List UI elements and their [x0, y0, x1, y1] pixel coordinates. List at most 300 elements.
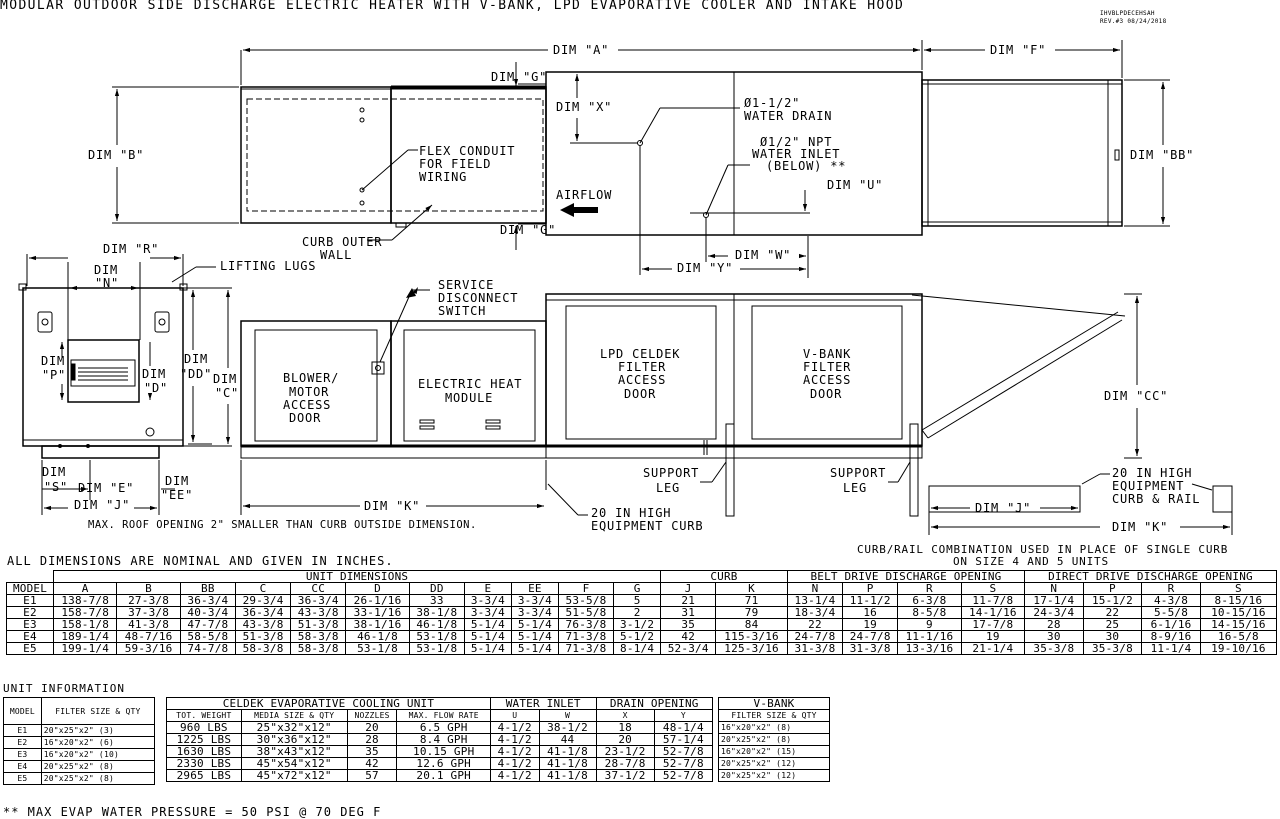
- table-cell: 4-1/2: [490, 770, 539, 782]
- table-cell: 2965 LBS: [167, 770, 242, 782]
- table-cell: 58-3/8: [291, 631, 346, 643]
- dim-y-label: DIM "Y": [677, 261, 734, 275]
- dim-s-label-1: DIM: [42, 465, 67, 479]
- table-cell: 20"x25"x2" (8): [719, 734, 830, 746]
- vbank-table: [718, 697, 830, 782]
- group-celdek: CELDEK EVAPORATIVE COOLING UNIT: [167, 698, 491, 710]
- dim-c-label-2: "C": [215, 386, 240, 400]
- table-cell: 20: [596, 734, 654, 746]
- col-header: X: [596, 710, 654, 722]
- table-cell: 53-5/8: [558, 595, 613, 607]
- dim-f-label: DIM "F": [990, 43, 1047, 57]
- table-cell: 27-3/8: [117, 595, 180, 607]
- col-header: DD: [409, 583, 464, 595]
- table-row: [7, 643, 1277, 655]
- table-cell: 58-5/8: [180, 631, 235, 643]
- lpd-door-line1: LPD CELDEK: [600, 347, 681, 361]
- table-cell: 5-1/4: [511, 631, 558, 643]
- table-cell: 42: [661, 631, 716, 643]
- table-cell: 4-1/2: [490, 746, 539, 758]
- unit-info-title: UNIT INFORMATION: [3, 682, 125, 695]
- footnote: ** MAX EVAP WATER PRESSURE = 50 PSI @ 70 DEG F: [3, 805, 382, 819]
- table-row: [7, 631, 1277, 643]
- col-header: G: [614, 583, 661, 595]
- dimensions-table-group-row: [7, 571, 1277, 583]
- table-cell: 18: [596, 722, 654, 734]
- dim-s-label-2: "S": [44, 480, 69, 494]
- celdek-table: [166, 697, 713, 782]
- dim-bb-label: DIM "BB": [1130, 148, 1195, 162]
- col-header: FILTER SIZE & QTY: [41, 698, 154, 725]
- table-cell: 22: [787, 619, 842, 631]
- table-cell: 16"x20"x2" (8): [719, 722, 830, 734]
- table-cell: 38-1/2: [539, 722, 596, 734]
- unit-info-body: [4, 725, 155, 785]
- col-header: Y: [654, 710, 712, 722]
- water-inlet-note: (BELOW) **: [766, 159, 847, 173]
- table-cell: 76-3/8: [558, 619, 613, 631]
- table-row: [4, 761, 155, 773]
- table-cell: 3-3/4: [511, 607, 558, 619]
- dim-cc-label: DIM "CC": [1104, 389, 1169, 403]
- table-cell: 8-5/8: [898, 607, 961, 619]
- table-cell: 38"x43"x12": [241, 746, 347, 758]
- table-cell: E5: [4, 773, 42, 785]
- water-inlet-label: WATER INLET: [752, 147, 841, 161]
- table-cell: E5: [7, 643, 54, 655]
- table-cell: 74-7/8: [180, 643, 235, 655]
- blower-door-line4: DOOR: [289, 411, 322, 425]
- airflow-label: AIRFLOW: [556, 188, 613, 202]
- water-drain-size: Ø1-1/2": [744, 96, 801, 110]
- service-disconnect-line3: SWITCH: [438, 304, 487, 318]
- table-cell: 20"x25"x2" (8): [41, 761, 154, 773]
- table-cell: 19-10/16: [1200, 643, 1276, 655]
- table-cell: 3-3/4: [464, 595, 511, 607]
- dim-a-label: DIM "A": [553, 43, 610, 57]
- table-cell: E4: [7, 631, 54, 643]
- table-cell: 4-1/2: [490, 722, 539, 734]
- table-cell: 16-5/8: [1200, 631, 1276, 643]
- table-cell: 12.6 GPH: [397, 758, 490, 770]
- table-cell: 5-1/4: [511, 619, 558, 631]
- rail-dim-k-label: DIM "K": [1112, 520, 1169, 534]
- col-header: W: [539, 710, 596, 722]
- table-cell: 5-1/4: [464, 619, 511, 631]
- table-cell: 41-1/8: [539, 770, 596, 782]
- table-cell: 5-5/8: [1142, 607, 1201, 619]
- table-cell: 36-3/4: [180, 595, 235, 607]
- col-header: MODEL: [4, 698, 42, 725]
- rail-dim-j-label: DIM "J": [975, 501, 1032, 515]
- table-cell: 42: [347, 758, 397, 770]
- col-header: MEDIA SIZE & QTY: [241, 710, 347, 722]
- table-cell: 31-3/8: [787, 643, 842, 655]
- lifting-lugs-label: LIFTING LUGS: [220, 259, 317, 273]
- table-cell: 37-3/8: [117, 607, 180, 619]
- table-cell: 19: [961, 631, 1024, 643]
- table-cell: 16"x20"x2" (10): [41, 749, 154, 761]
- table-cell: 17-7/8: [961, 619, 1024, 631]
- table-row: [719, 746, 830, 758]
- table-cell: 43-3/8: [235, 619, 290, 631]
- table-row: [7, 595, 1277, 607]
- table-row: [167, 746, 713, 758]
- col-header: BB: [180, 583, 235, 595]
- table-cell: 51-3/8: [291, 619, 346, 631]
- vbank-door-line4: DOOR: [810, 387, 843, 401]
- dimensions-table: [6, 570, 1277, 655]
- table-cell: E3: [4, 749, 42, 761]
- dim-w-label: DIM "W": [735, 248, 792, 262]
- table-cell: 11-1/2: [843, 595, 898, 607]
- col-header: N: [787, 583, 842, 595]
- table-cell: E4: [4, 761, 42, 773]
- table-cell: 40-3/4: [180, 607, 235, 619]
- table-row: [719, 770, 830, 782]
- group-direct-drive: DIRECT DRIVE DISCHARGE OPENING: [1025, 571, 1277, 583]
- flex-conduit-line3: WIRING: [419, 170, 468, 184]
- table-cell: 4-1/2: [490, 758, 539, 770]
- rail-label-line2: EQUIPMENT: [1112, 479, 1185, 493]
- col-header: J: [661, 583, 716, 595]
- table-cell: 79: [716, 607, 788, 619]
- table-cell: 16: [843, 607, 898, 619]
- col-header: R: [898, 583, 961, 595]
- table-cell: 52-7/8: [654, 746, 712, 758]
- table-cell: 30: [1083, 631, 1142, 643]
- dim-dd-label-2: "DD": [180, 367, 213, 381]
- table-cell: 36-3/4: [291, 595, 346, 607]
- celdek-header-row: [167, 710, 713, 722]
- table-cell: 11-7/8: [961, 595, 1024, 607]
- lpd-door-line4: DOOR: [624, 387, 657, 401]
- table-cell: 5: [614, 595, 661, 607]
- table-cell: 5-1/4: [464, 643, 511, 655]
- table-corner-cell: [7, 571, 54, 583]
- curb-label-line1: 20 IN HIGH: [591, 506, 672, 520]
- dim-b-label: DIM "B": [88, 148, 145, 162]
- col-header: FILTER SIZE & QTY: [719, 710, 830, 722]
- roof-opening-note: MAX. ROOF OPENING 2" SMALLER THAN CURB OUTSIDE DIMENSION.: [88, 519, 477, 531]
- vbank-header-row: [719, 710, 830, 722]
- vbank-title: V-BANK: [719, 698, 830, 710]
- table-cell: 11-1/4: [1142, 643, 1201, 655]
- table-cell: 8.4 GPH: [397, 734, 490, 746]
- table-cell: 48-7/16: [117, 631, 180, 643]
- dim-d-label-1: DIM: [142, 367, 167, 381]
- curb-outer-wall-line2: WALL: [320, 248, 353, 262]
- dim-u-label: DIM "U": [827, 178, 884, 192]
- dim-d-label-2: "D": [144, 381, 169, 395]
- support-leg-1-line1: SUPPORT: [643, 466, 700, 480]
- lpd-door-line2: FILTER: [618, 360, 667, 374]
- table-cell: 38-1/8: [409, 607, 464, 619]
- table-cell: 28: [347, 734, 397, 746]
- table-cell: 37-1/2: [596, 770, 654, 782]
- drawing-title: MODULAR OUTDOOR SIDE DISCHARGE ELECTRIC HEATER WITH V-BANK, LPD EVAPORATIVE COOLER AND INTAKE HOOD: [0, 0, 905, 13]
- col-header: C: [235, 583, 290, 595]
- table-cell: 29-3/4: [235, 595, 290, 607]
- table-cell: 138-7/8: [54, 595, 117, 607]
- dim-e-label: DIM "E": [78, 481, 135, 495]
- table-cell: 1630 LBS: [167, 746, 242, 758]
- table-cell: 22: [1083, 607, 1142, 619]
- table-cell: E1: [4, 725, 42, 737]
- dim-ee-label-2: "EE": [161, 488, 194, 502]
- table-cell: 5-1/2: [614, 631, 661, 643]
- support-leg-2-line2: LEG: [843, 481, 868, 495]
- table-cell: 6-3/8: [898, 595, 961, 607]
- celdek-group-row: [167, 698, 713, 710]
- table-cell: 5-1/4: [464, 631, 511, 643]
- table-row: [4, 737, 155, 749]
- table-cell: 2330 LBS: [167, 758, 242, 770]
- table-cell: 41-1/8: [539, 758, 596, 770]
- table-cell: 23-1/2: [596, 746, 654, 758]
- col-header: NOZZLES: [347, 710, 397, 722]
- col-header: EE: [511, 583, 558, 595]
- revision: REV.#3 08/24/2018: [1100, 18, 1167, 25]
- table-cell: 15-1/2: [1083, 595, 1142, 607]
- col-header: S: [961, 583, 1024, 595]
- water-drain-label: WATER DRAIN: [744, 109, 833, 123]
- table-cell: E1: [7, 595, 54, 607]
- col-header: MODEL: [7, 583, 54, 595]
- col-header: F: [558, 583, 613, 595]
- rail-label-line1: 20 IN HIGH: [1112, 466, 1193, 480]
- table-cell: 6-1/16: [1142, 619, 1201, 631]
- vbank-body: [719, 722, 830, 782]
- table-cell: 3-3/4: [464, 607, 511, 619]
- col-header: P: [843, 583, 898, 595]
- vbank-title-row: [719, 698, 830, 710]
- table-cell: 52-3/4: [661, 643, 716, 655]
- col-header: B: [117, 583, 180, 595]
- table-cell: 57: [347, 770, 397, 782]
- table-cell: 6.5 GPH: [397, 722, 490, 734]
- table-cell: 28: [1025, 619, 1084, 631]
- dimensions-table-body: [7, 595, 1277, 655]
- electric-heat-line2: MODULE: [445, 391, 494, 405]
- table-cell: 45"x72"x12": [241, 770, 347, 782]
- table-cell: 26-1/16: [346, 595, 409, 607]
- col-header: R: [1142, 583, 1201, 595]
- table-cell: 4-1/2: [490, 734, 539, 746]
- table-cell: 20"x25"x2" (3): [41, 725, 154, 737]
- table-cell: 57-1/4: [654, 734, 712, 746]
- table-cell: 19: [843, 619, 898, 631]
- col-header: P: [1083, 583, 1142, 595]
- table-cell: 47-7/8: [180, 619, 235, 631]
- blower-door-line3: ACCESS: [283, 398, 332, 412]
- table-cell: 17-1/4: [1025, 595, 1084, 607]
- table-cell: 125-3/16: [716, 643, 788, 655]
- col-header: A: [54, 583, 117, 595]
- table-cell: 71-3/8: [558, 631, 613, 643]
- col-header: TOT. WEIGHT: [167, 710, 242, 722]
- unit-info-table: [3, 697, 155, 785]
- table-cell: 10-15/16: [1200, 607, 1276, 619]
- table-row: [719, 722, 830, 734]
- table-row: [4, 749, 155, 761]
- dim-p-label-1: DIM: [41, 354, 66, 368]
- table-row: [719, 758, 830, 770]
- rail-label-line3: CURB & RAIL: [1112, 492, 1201, 506]
- col-header: U: [490, 710, 539, 722]
- dim-g-bottom-label: DIM "G": [500, 223, 557, 237]
- table-cell: 158-7/8: [54, 607, 117, 619]
- vbank-door-line3: ACCESS: [803, 373, 852, 387]
- col-header: N: [1025, 583, 1084, 595]
- table-cell: 36-3/4: [235, 607, 290, 619]
- table-cell: 20"x25"x2" (12): [719, 758, 830, 770]
- table-cell: 14-15/16: [1200, 619, 1276, 631]
- support-leg-1-line2: LEG: [656, 481, 681, 495]
- water-inlet-size: Ø1/2" NPT: [760, 135, 833, 149]
- table-cell: 53-1/8: [409, 643, 464, 655]
- table-cell: 21: [661, 595, 716, 607]
- table-cell: 41-1/8: [539, 746, 596, 758]
- table-cell: 16"x20"x2" (6): [41, 737, 154, 749]
- table-cell: 71: [716, 595, 788, 607]
- table-cell: 8-9/16: [1142, 631, 1201, 643]
- table-cell: 8-1/4: [614, 643, 661, 655]
- table-cell: 30: [1025, 631, 1084, 643]
- top-view: [112, 40, 1170, 278]
- group-water-inlet: WATER INLET: [490, 698, 596, 710]
- table-cell: 25"x32"x12": [241, 722, 347, 734]
- col-header: CC: [291, 583, 346, 595]
- dimensions-table-header-row: [7, 583, 1277, 595]
- table-cell: 84: [716, 619, 788, 631]
- table-row: [7, 607, 1277, 619]
- dim-x-label: DIM "X": [556, 100, 613, 114]
- blower-door-line1: BLOWER/: [283, 371, 340, 385]
- table-cell: 21-1/4: [961, 643, 1024, 655]
- table-cell: 31: [661, 607, 716, 619]
- table-cell: 24-3/4: [1025, 607, 1084, 619]
- table-cell: 9: [898, 619, 961, 631]
- dimensions-note: ALL DIMENSIONS ARE NOMINAL AND GIVEN IN INCHES.: [7, 554, 394, 568]
- table-cell: 158-1/8: [54, 619, 117, 631]
- side-view: [241, 287, 1232, 535]
- table-cell: 45"x54"x12": [241, 758, 347, 770]
- table-cell: 48-1/4: [654, 722, 712, 734]
- table-cell: 3-3/4: [511, 595, 558, 607]
- table-cell: 58-3/8: [235, 643, 290, 655]
- group-curb: CURB: [661, 571, 788, 583]
- dim-p-label-2: "P": [42, 368, 67, 382]
- table-cell: 14-1/16: [961, 607, 1024, 619]
- table-cell: 53-1/8: [346, 643, 409, 655]
- table-cell: 10.15 GPH: [397, 746, 490, 758]
- table-cell: 24-7/8: [787, 631, 842, 643]
- col-header: E: [464, 583, 511, 595]
- dim-ee-label-1: DIM: [165, 474, 190, 488]
- table-cell: 189-1/4: [54, 631, 117, 643]
- table-cell: 35-3/8: [1083, 643, 1142, 655]
- support-leg-2-line1: SUPPORT: [830, 466, 887, 480]
- col-header: S: [1200, 583, 1276, 595]
- table-cell: 20"x25"x2" (8): [41, 773, 154, 785]
- flex-conduit-line1: FLEX CONDUIT: [419, 144, 516, 158]
- dim-k-label: DIM "K": [364, 499, 421, 513]
- table-cell: 4-3/8: [1142, 595, 1201, 607]
- col-header: MAX. FLOW RATE: [397, 710, 490, 722]
- lpd-door-line3: ACCESS: [618, 373, 667, 387]
- table-cell: 13-3/16: [898, 643, 961, 655]
- table-cell: E2: [4, 737, 42, 749]
- table-cell: 52-7/8: [654, 770, 712, 782]
- table-row: [167, 770, 713, 782]
- table-cell: 46-1/8: [409, 619, 464, 631]
- table-cell: 199-1/4: [54, 643, 117, 655]
- table-cell: 59-3/16: [117, 643, 180, 655]
- dim-c-label-1: DIM: [213, 372, 238, 386]
- table-cell: 8-15/16: [1200, 595, 1276, 607]
- table-cell: 24-7/8: [843, 631, 898, 643]
- table-cell: 13-1/4: [787, 595, 842, 607]
- table-cell: 20: [347, 722, 397, 734]
- flex-conduit-line2: FOR FIELD: [419, 157, 492, 171]
- table-cell: 44: [539, 734, 596, 746]
- table-cell: 2: [614, 607, 661, 619]
- table-row: [4, 725, 155, 737]
- table-cell: 33-1/16: [346, 607, 409, 619]
- table-cell: 51-5/8: [558, 607, 613, 619]
- vbank-door-line1: V-BANK: [803, 347, 852, 361]
- rail-note-line1: CURB/RAIL COMBINATION USED IN PLACE OF SINGLE CURB: [857, 543, 1229, 556]
- table-cell: 5-1/4: [511, 643, 558, 655]
- curb-outer-wall-line1: CURB OUTER: [302, 235, 383, 249]
- curb-label-line2: EQUIPMENT CURB: [591, 519, 704, 533]
- table-cell: 71-3/8: [558, 643, 613, 655]
- dim-dd-label-1: DIM: [184, 352, 209, 366]
- table-cell: 35: [661, 619, 716, 631]
- table-cell: 46-1/8: [346, 631, 409, 643]
- table-cell: 58-3/8: [291, 643, 346, 655]
- dim-g-top-label: DIM "G": [491, 70, 548, 84]
- table-row: [719, 734, 830, 746]
- dim-r-label: DIM "R": [103, 242, 160, 256]
- table-cell: 35: [347, 746, 397, 758]
- group-unit-dimensions: UNIT DIMENSIONS: [54, 571, 661, 583]
- table-cell: 33: [409, 595, 464, 607]
- table-cell: 38-1/16: [346, 619, 409, 631]
- dim-n-label-1: DIM: [94, 263, 119, 277]
- table-cell: 53-1/8: [409, 631, 464, 643]
- dim-n-label-2: "N": [95, 276, 120, 290]
- table-row: [167, 734, 713, 746]
- table-cell: 115-3/16: [716, 631, 788, 643]
- table-cell: E3: [7, 619, 54, 631]
- table-cell: 41-3/8: [117, 619, 180, 631]
- doc-id: IHVBLPDECEHSAH: [1100, 10, 1155, 17]
- table-cell: 960 LBS: [167, 722, 242, 734]
- electric-heat-line1: ELECTRIC HEAT: [418, 377, 523, 391]
- col-header: D: [346, 583, 409, 595]
- celdek-body: [167, 722, 713, 782]
- table-cell: 35-3/8: [1025, 643, 1084, 655]
- col-header: K: [716, 583, 788, 595]
- table-cell: 20.1 GPH: [397, 770, 490, 782]
- airflow-arrow: [560, 203, 598, 217]
- table-cell: 18-3/4: [787, 607, 842, 619]
- rail-note-line2: ON SIZE 4 AND 5 UNITS: [953, 555, 1109, 568]
- blower-door-line2: MOTOR: [289, 385, 330, 399]
- table-cell: E2: [7, 607, 54, 619]
